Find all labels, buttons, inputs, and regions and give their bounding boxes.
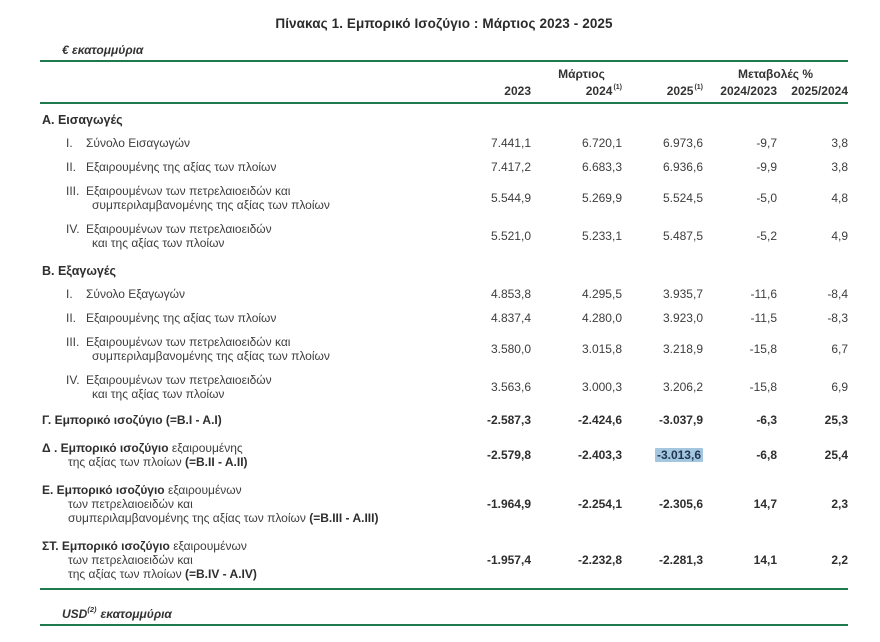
value-cell: -2.305,6: [658, 496, 703, 511]
row-label-text: της αξίας των πλοίων: [68, 566, 185, 581]
row-label-text: και της αξίας των πλοίων: [92, 386, 225, 401]
row-label-line: [42, 455, 460, 469]
row-label: [40, 160, 460, 174]
column-header-label: 2025: [666, 84, 694, 98]
row-label-text: Γ. Εμπορικό ισοζύγιο (=B.I - A.I): [42, 412, 222, 427]
value-cell: 6.936,6: [662, 159, 703, 174]
value-cell: -2.587,3: [486, 412, 531, 427]
value-cell: 3.015,8: [581, 341, 622, 356]
row-label-text: συμπεριλαμβανομένης της αξίας των πλοίων: [92, 197, 330, 212]
value-cell: 5.233,1: [581, 228, 622, 243]
value-cell: -11,5: [750, 310, 777, 325]
row-label-text: Εξαιρουμένων των πετρελαιοειδών και: [86, 334, 291, 349]
value-cell: 5.269,9: [581, 190, 622, 205]
row-label-text: (=B.IV - A.IV): [184, 566, 257, 581]
value-cell: 6,9: [831, 379, 848, 394]
value-cell: -2.424,6: [577, 412, 622, 427]
table-row: [40, 179, 848, 217]
row-label-text: εξαιρουμένων: [169, 538, 247, 553]
row-label-line: [66, 136, 460, 150]
value-cell: 6,7: [831, 341, 848, 356]
row-label-line: [66, 373, 460, 387]
value-cell: -2.403,3: [577, 447, 622, 462]
table-row: [40, 406, 848, 434]
table-row: [40, 131, 848, 155]
table-row: [40, 476, 848, 532]
row-numeral: IV.: [66, 372, 80, 387]
value-cell: 7.417,2: [490, 159, 531, 174]
table-row: [40, 434, 848, 476]
row-numeral: II.: [66, 159, 77, 174]
column-header-label: 2024/2023: [720, 84, 777, 98]
value-cell: 3.563,6: [490, 379, 531, 394]
table-row: [40, 155, 848, 179]
year-header-row: [40, 81, 848, 102]
highlighted-value: -3.013,6: [656, 447, 701, 462]
usd-unit-label: [40, 604, 848, 624]
row-label-line: [66, 287, 460, 301]
value-cell: 6.683,3: [581, 159, 622, 174]
row-label-text: εξαιρουμένης: [168, 440, 243, 455]
value-cell: 7.441,1: [490, 135, 531, 150]
value-cell: -15,8: [749, 379, 777, 394]
value-cell: 4.853,8: [490, 286, 531, 301]
row-label: [40, 222, 460, 250]
changes-group-header: Μεταβολές %: [737, 67, 814, 81]
value-cell: -8,3: [827, 310, 848, 325]
month-group-header: Μάρτιος: [558, 67, 605, 81]
row-label-text: Δ . Εμπορικό ισοζύγιο: [42, 440, 169, 455]
row-numeral: III.: [66, 334, 80, 349]
row-label-text: των πετρελαιοειδών και: [68, 552, 193, 567]
page-title: Πίνακας 1. Εμπορικό Ισοζύγιο : Μάρτιος 2023 - 2025: [275, 16, 613, 31]
value-cell: 14,7: [753, 496, 777, 511]
value-cell: -1.964,9: [486, 496, 531, 511]
column-header-2024-2023: [703, 84, 777, 98]
footnote-marker: (1): [694, 84, 703, 91]
euro-unit-label: € εκατομμύρια: [62, 43, 144, 57]
value-cell: -15,8: [749, 341, 777, 356]
row-numeral: III.: [66, 183, 80, 198]
row-label-line: [66, 160, 460, 174]
group-header-spacer: [40, 67, 460, 81]
row-label-line: [42, 539, 460, 553]
row-label-text: Σύνολο Εξαγωγών: [86, 286, 185, 301]
value-cell: 6.720,1: [581, 135, 622, 150]
value-cell: -2.579,8: [486, 447, 531, 462]
row-numeral: I.: [66, 286, 73, 301]
value-cell: 3,8: [831, 159, 848, 174]
value-cell: 4,9: [831, 228, 848, 243]
row-label-text: της αξίας των πλοίων: [68, 454, 185, 469]
value-cell: 25,4: [824, 447, 848, 462]
row-label: [40, 413, 460, 427]
value-cell: -9,9: [756, 159, 777, 174]
group-header-row: [40, 62, 848, 81]
value-cell: -5,2: [756, 228, 777, 243]
row-label-text: Ε. Εμπορικό ισοζύγιο: [42, 482, 165, 497]
year-header-spacer: [40, 84, 460, 98]
value-cell: 5.521,0: [490, 228, 531, 243]
row-label-text: εξαιρουμένων: [164, 482, 242, 497]
row-label: [40, 184, 460, 212]
value-cell: 4,8: [831, 190, 848, 205]
value-cell: 3.580,0: [490, 341, 531, 356]
row-label-line: [42, 413, 460, 427]
value-cell: -6,3: [756, 412, 777, 427]
value-cell: -3.037,9: [658, 412, 703, 427]
section-heading: Β. Εξαγωγές: [42, 263, 117, 278]
column-header-2023: [460, 84, 531, 98]
row-label-text: συμπεριλαμβανομένης της αξίας των πλοίων: [68, 510, 310, 525]
table-row: [40, 330, 848, 368]
table-body: [40, 104, 848, 588]
value-cell: 3.206,2: [662, 379, 703, 394]
row-numeral: II.: [66, 310, 77, 325]
value-cell: -11,6: [750, 286, 777, 301]
usd-section: [40, 604, 848, 626]
row-label-text: Εξαιρουμένης της αξίας των πλοίων: [86, 310, 277, 325]
table-row: [40, 532, 848, 588]
row-numeral: IV.: [66, 221, 80, 236]
value-cell: 3.935,7: [662, 286, 703, 301]
value-cell: 14,1: [753, 552, 777, 567]
row-label-text: και της αξίας των πλοίων: [92, 235, 225, 250]
row-label-text: συμπεριλαμβανομένης της αξίας των πλοίων: [92, 348, 330, 363]
value-cell: 2,2: [831, 552, 848, 567]
row-label: [40, 539, 460, 581]
column-header-2025: [622, 84, 703, 98]
value-cell: -2.232,8: [577, 552, 622, 567]
usd-rule: [40, 624, 848, 626]
row-label-line: [66, 335, 460, 349]
table-row: [40, 368, 848, 406]
column-header-label: 2025/2024: [791, 84, 848, 98]
row-label-text: Σύνολο Εισαγωγών: [86, 135, 191, 150]
table-row: [40, 306, 848, 330]
row-label: [40, 373, 460, 401]
value-cell: 3,8: [831, 135, 848, 150]
value-cell: 5.487,5: [662, 228, 703, 243]
column-header-2024: [531, 84, 622, 98]
row-label-line: [66, 311, 460, 325]
value-cell: -2.254,1: [577, 496, 622, 511]
row-label-line: [42, 483, 460, 497]
value-cell: -9,7: [756, 135, 777, 150]
value-cell: -6,8: [756, 447, 777, 462]
row-label: [40, 335, 460, 363]
row-label-line: [66, 198, 460, 212]
value-cell: 2,3: [831, 496, 848, 511]
row-label-text: Εξαιρουμένων των πετρελαιοειδών: [86, 221, 272, 236]
row-label-text: των πετρελαιοειδών και: [68, 496, 193, 511]
row-label: [40, 483, 460, 525]
row-label-line: [66, 387, 460, 401]
column-header-2025-2024: [777, 84, 848, 98]
row-label-line: [42, 511, 460, 525]
row-label-text: ΣΤ. Εμπορικό ισοζύγιο: [42, 538, 170, 553]
row-label-line: [42, 441, 460, 455]
row-label-text: Εξαιρουμένων των πετρελαιοειδών: [86, 372, 272, 387]
value-cell: 3.218,9: [662, 341, 703, 356]
row-label-line: [66, 222, 460, 236]
column-header-label: 2024: [585, 84, 613, 98]
column-header-label: 2023: [504, 84, 531, 98]
value-cell: -8,4: [827, 286, 848, 301]
value-cell: 6.973,6: [662, 135, 703, 150]
value-cell: 25,3: [824, 412, 848, 427]
row-label: [40, 136, 460, 150]
row-label-line: [66, 236, 460, 250]
row-label-text: (=B.III - A.III): [309, 510, 379, 525]
row-label-text: Εξαιρουμένων των πετρελαιοειδών και: [86, 183, 291, 198]
row-label-text: (=B.II - A.II): [184, 454, 248, 469]
value-cell: -2.281,3: [658, 552, 703, 567]
section-heading: Α. Εισαγωγές: [42, 112, 123, 127]
row-label: [40, 441, 460, 469]
row-numeral: I.: [66, 135, 73, 150]
row-label-text: Εξαιρουμένης της αξίας των πλοίων: [86, 159, 277, 174]
value-cell: 3.000,3: [581, 379, 622, 394]
value-cell: -1.957,4: [486, 552, 531, 567]
footer-gap: [40, 590, 848, 602]
value-cell: -5,0: [756, 190, 777, 205]
value-cell: 3.923,0: [662, 310, 703, 325]
row-label-line: [66, 349, 460, 363]
row-label-line: [42, 553, 460, 567]
value-cell: 5.524,5: [662, 190, 703, 205]
table-row: [40, 282, 848, 306]
value-cell: 4.280,0: [581, 310, 622, 325]
row-label-line: [42, 497, 460, 511]
value-cell: 5.544,9: [490, 190, 531, 205]
usd-footnote-marker: (2): [87, 604, 97, 614]
row-label: [40, 311, 460, 325]
row-label-line: [66, 184, 460, 198]
value-cell: [622, 448, 703, 462]
table-row: [40, 217, 848, 255]
row-label: [40, 287, 460, 301]
usd-currency-label: USD: [62, 606, 88, 621]
value-cell: 4.295,5: [581, 286, 622, 301]
value-cell: 4.837,4: [490, 310, 531, 325]
footnote-marker: (1): [613, 84, 622, 91]
trade-balance-table: [40, 41, 848, 626]
usd-unit-text: εκατομμύρια: [100, 606, 172, 621]
row-label-line: [42, 567, 460, 581]
